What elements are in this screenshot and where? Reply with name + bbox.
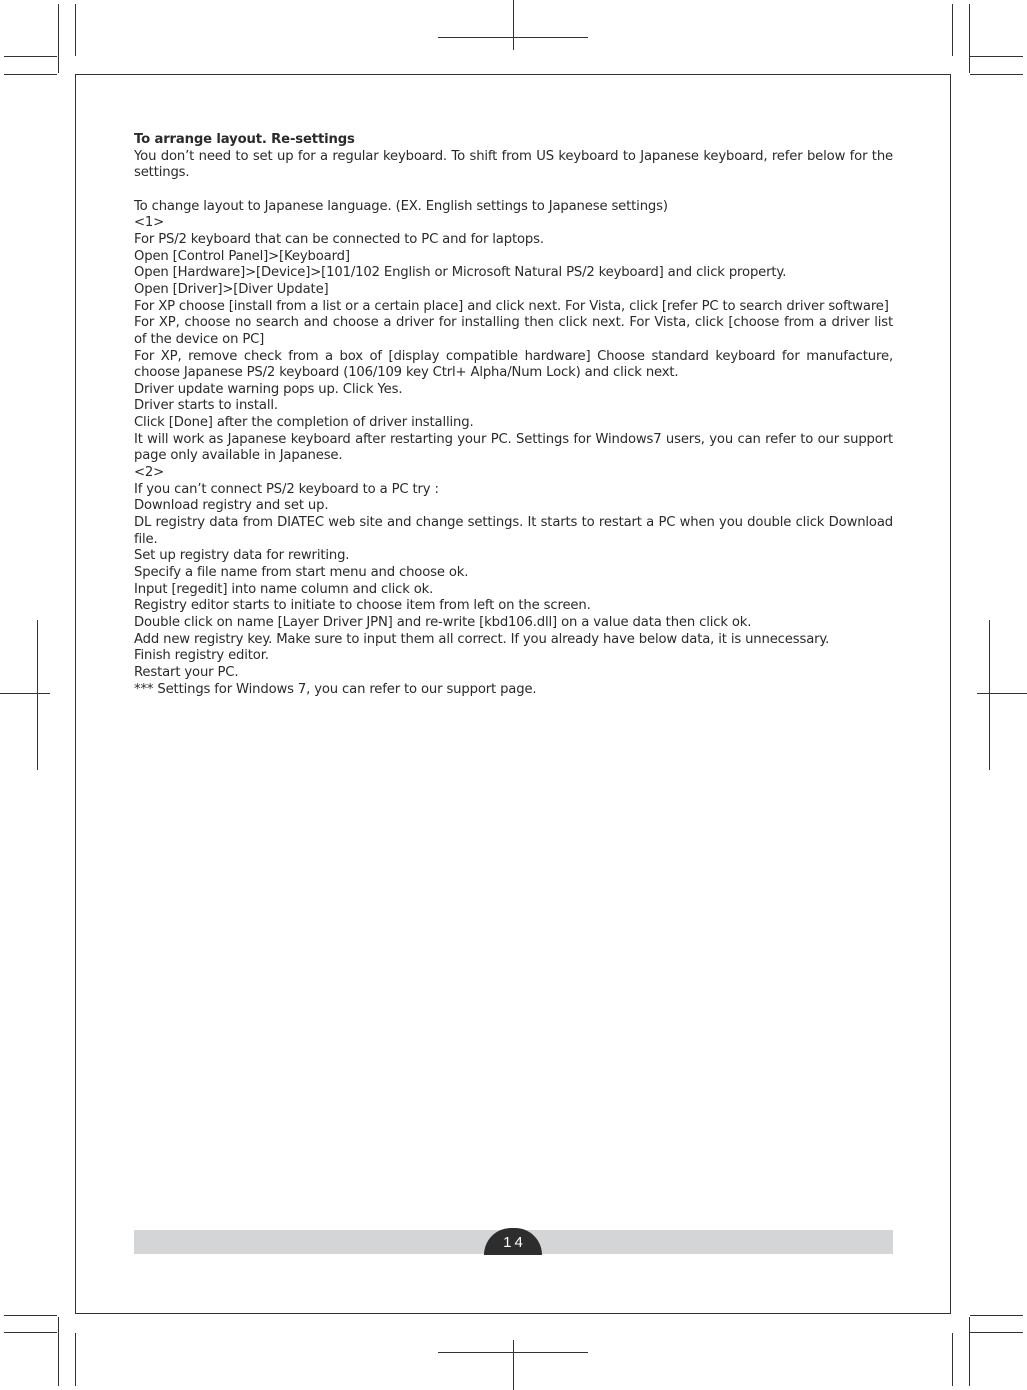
instruction-line: Driver update warning pops up. Click Yes. xyxy=(134,381,403,397)
crop-mark xyxy=(969,1317,970,1386)
registration-mark xyxy=(977,693,1027,694)
registration-mark xyxy=(0,693,50,694)
instruction-line: Double click on name [Layer Driver JPN] and re-write [kbd106.dll] on a value data then click ok. xyxy=(134,615,752,631)
crop-mark xyxy=(952,4,953,56)
instruction-line: Restart your PC. xyxy=(134,664,239,680)
crop-mark xyxy=(75,4,76,56)
instruction-line: Download registry and set up. xyxy=(134,498,329,514)
change-layout-line: To change layout to Japanese language. (EX. English settings to Japanese settings) xyxy=(134,198,668,214)
spacer xyxy=(134,182,893,199)
instruction-line: *** Settings for Windows 7, you can refer to our support page. xyxy=(134,681,537,697)
registration-mark xyxy=(37,620,38,770)
section-heading: To arrange layout. Re-settings xyxy=(134,132,355,147)
crop-mark xyxy=(4,74,57,75)
instruction-line: For XP, choose no search and choose a driver for installing then click next. For Vista, click [choose from a driver list of the device on PC] xyxy=(134,315,893,347)
instruction-line: Add new registry key. Make sure to input them all correct. If you already have below data, it is unnecessary. xyxy=(134,631,830,647)
crop-mark xyxy=(4,56,57,57)
instruction-line: Set up registry data for rewriting. xyxy=(134,548,350,564)
crop-mark xyxy=(970,1332,1023,1333)
instruction-line: For XP, remove check from a box of [display compatible hardware] Choose standard keyboard for manufacture, choose Japanese PS/2 keyboard (106/109 key Ctrl+ Alpha/Num Lock) and click next. xyxy=(134,348,893,381)
instruction-line: Finish registry editor. xyxy=(134,648,269,664)
registration-mark xyxy=(513,1340,514,1390)
section-2-label: <2> xyxy=(134,465,165,481)
instruction-line: Driver starts to install. xyxy=(134,398,278,414)
instruction-line: Open [Driver]>[Diver Update] xyxy=(134,281,329,297)
crop-mark xyxy=(4,1315,57,1316)
crop-mark xyxy=(970,74,1023,75)
instruction-line: Input [regedit] into name column and click ok. xyxy=(134,581,434,597)
instruction-line: Specify a file name from start menu and choose ok. xyxy=(134,565,469,581)
instruction-line: DL registry data from DIATEC web site and change settings. It starts to restart a PC when you double click Download file. xyxy=(134,515,893,547)
crop-mark xyxy=(58,1317,59,1386)
crop-mark xyxy=(58,4,59,73)
registration-mark xyxy=(989,620,990,770)
crop-mark xyxy=(4,1332,57,1333)
crop-mark xyxy=(970,56,1023,57)
instruction-line: Open [Control Panel]>[Keyboard] xyxy=(134,248,350,264)
instruction-line: Open [Hardware]>[Device]>[101/102 English or Microsoft Natural PS/2 keyboard] and click property. xyxy=(134,265,787,281)
crop-mark xyxy=(970,1315,1023,1316)
intro-paragraph: You don’t need to set up for a regular keyboard. To shift from US keyboard to Japanese keyboard, refer below for the settings. xyxy=(134,148,893,181)
document-body xyxy=(134,132,893,698)
crop-mark xyxy=(75,1333,76,1386)
registration-mark xyxy=(513,0,514,50)
instruction-line: It will work as Japanese keyboard after restarting your PC. Settings for Windows7 users, you can refer to our support page only available in Japanese. xyxy=(134,431,893,464)
instruction-line: Click [Done] after the completion of driver installing. xyxy=(134,415,474,431)
crop-mark xyxy=(969,4,970,73)
page-number: 14 xyxy=(484,1228,542,1255)
instruction-line: Registry editor starts to initiate to choose item from left on the screen. xyxy=(134,598,591,614)
instruction-line: For PS/2 keyboard that can be connected to PC and for laptops. xyxy=(134,231,544,247)
instruction-line: For XP choose [install from a list or a certain place] and click next. For Vista, click [refer PC to search driver software] xyxy=(134,298,889,314)
section-1-label: <1> xyxy=(134,215,165,231)
crop-mark xyxy=(952,1333,953,1386)
instruction-line: If you can’t connect PS/2 keyboard to a PC try : xyxy=(134,481,439,497)
